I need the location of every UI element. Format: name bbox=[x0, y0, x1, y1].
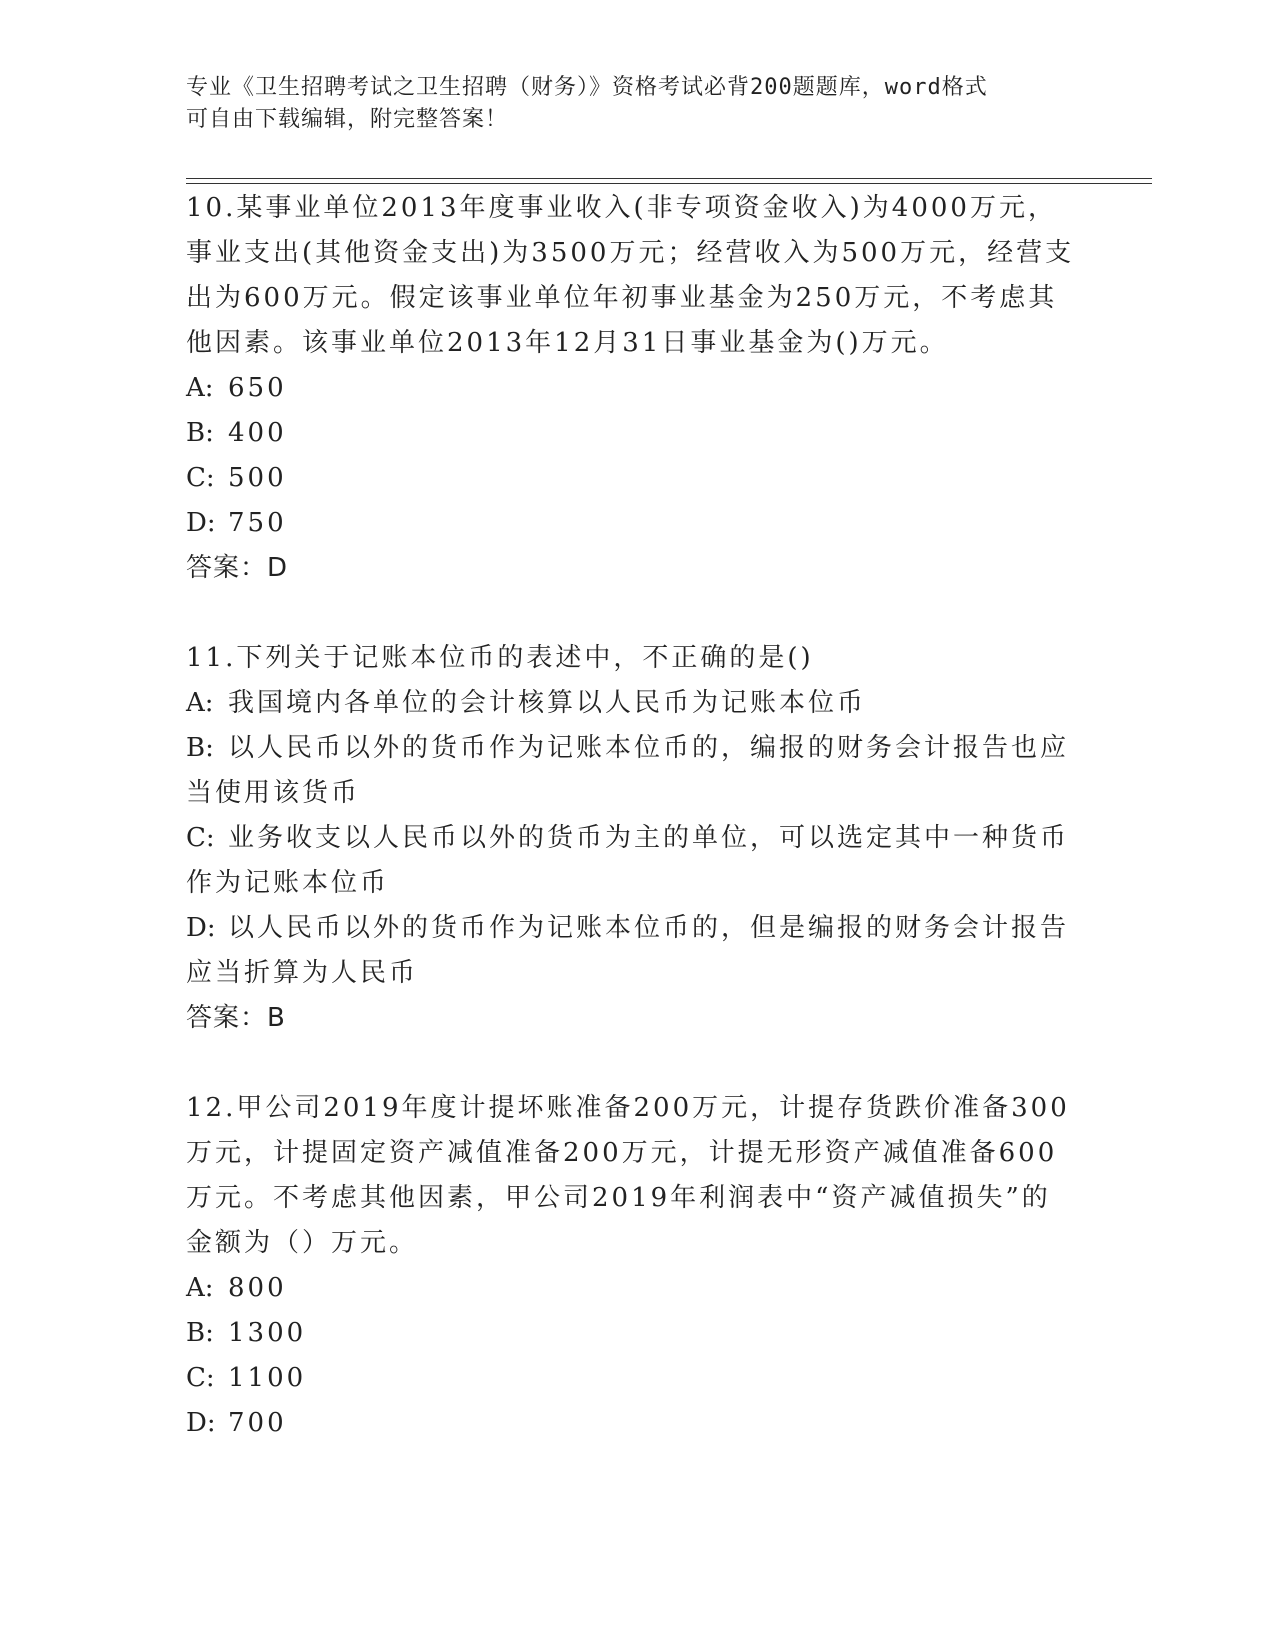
option-c bbox=[186, 456, 1076, 501]
option-label: D: bbox=[186, 1408, 216, 1438]
option-text: 以人民币以外的货币作为记账本位币的，编报的财务会计报告也应当使用该货币 bbox=[186, 733, 1070, 808]
option-label: A: bbox=[186, 688, 214, 718]
option-a bbox=[186, 366, 1076, 411]
option-b bbox=[186, 726, 1076, 816]
header-line-1: 专业《卫生招聘考试之卫生招聘（财务）》资格考试必背200题题库，word格式 bbox=[186, 75, 988, 100]
option-a bbox=[186, 681, 1076, 726]
option-b bbox=[186, 1311, 1076, 1356]
option-text: 650 bbox=[228, 373, 287, 403]
answer-line: 答案：B bbox=[186, 1003, 286, 1033]
header-divider-top bbox=[186, 178, 1152, 179]
question-list bbox=[186, 186, 1076, 1446]
option-text: 800 bbox=[228, 1273, 287, 1303]
question-spacer bbox=[186, 591, 1076, 636]
option-label: B: bbox=[186, 733, 214, 763]
option-label: A: bbox=[186, 373, 214, 403]
option-d bbox=[186, 1401, 1076, 1446]
option-text: 1100 bbox=[228, 1363, 307, 1393]
option-label: D: bbox=[186, 508, 216, 538]
question-12 bbox=[186, 1086, 1076, 1446]
option-text: 750 bbox=[228, 508, 287, 538]
option-text: 700 bbox=[228, 1408, 287, 1438]
option-label: A: bbox=[186, 1273, 214, 1303]
option-text: 500 bbox=[228, 463, 287, 493]
option-label: C: bbox=[186, 823, 215, 853]
answer-line: 答案：D bbox=[186, 553, 289, 583]
option-text: 业务收支以人民币以外的货币为主的单位，可以选定其中一种货币作为记账本位币 bbox=[186, 823, 1070, 898]
option-label: B: bbox=[186, 418, 214, 448]
option-d bbox=[186, 501, 1076, 546]
option-label: C: bbox=[186, 463, 215, 493]
option-c bbox=[186, 1356, 1076, 1401]
header-line-2: 可自由下载编辑，附完整答案！ bbox=[186, 107, 509, 132]
question-spacer bbox=[186, 1041, 1076, 1086]
option-text: 我国境内各单位的会计核算以人民币为记账本位币 bbox=[228, 688, 867, 718]
option-text: 以人民币以外的货币作为记账本位币的，但是编报的财务会计报告应当折算为人民币 bbox=[186, 913, 1070, 988]
option-d bbox=[186, 906, 1076, 996]
question-stem: 12.甲公司2019年度计提坏账准备200万元，计提存货跌价准备300万元，计提固定资产减值准备200万元，计提无形资产减值准备600万元。不考虑其他因素，甲公司2019年利润表中“资产减值损失”的金额为（）万元。 bbox=[186, 1093, 1070, 1258]
question-11 bbox=[186, 636, 1076, 1041]
header-divider-bottom bbox=[186, 183, 1152, 184]
option-text: 1300 bbox=[228, 1318, 307, 1348]
document-header bbox=[186, 72, 1066, 136]
option-text: 400 bbox=[228, 418, 287, 448]
question-stem: 11.下列关于记账本位币的表述中，不正确的是() bbox=[186, 643, 814, 673]
option-c bbox=[186, 816, 1076, 906]
option-label: D: bbox=[186, 913, 216, 943]
question-10 bbox=[186, 186, 1076, 591]
option-b bbox=[186, 411, 1076, 456]
question-stem: 10.某事业单位2013年度事业收入(非专项资金收入)为4000万元，事业支出(其他资金支出)为3500万元；经营收入为500万元，经营支出为600万元。假定该事业单位年初事业基金为250万元，不考虑其他因素。该事业单位2013年12月31日事业基金为()万元。 bbox=[186, 193, 1075, 358]
option-a bbox=[186, 1266, 1076, 1311]
option-label: B: bbox=[186, 1318, 214, 1348]
option-label: C: bbox=[186, 1363, 215, 1393]
